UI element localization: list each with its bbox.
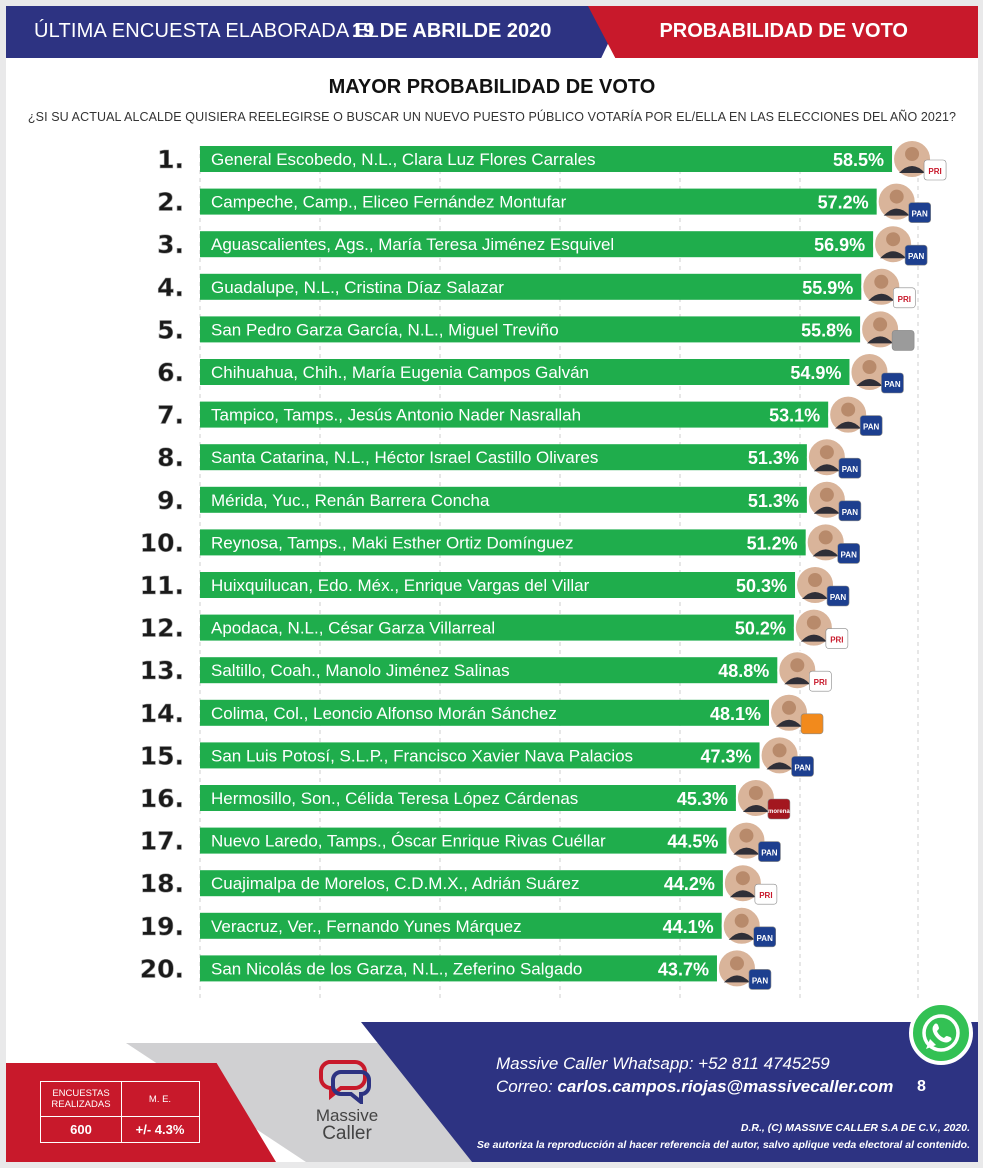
bar-label: Hermosillo, Son., Célida Teresa López Cárdenas — [211, 789, 579, 808]
bar-value-label: 50.2% — [734, 618, 786, 639]
avatar-face — [749, 786, 763, 800]
bar-value-label: 57.2% — [817, 192, 869, 213]
email-prefix: Correo: — [496, 1077, 558, 1096]
bar-value-label: 48.8% — [718, 661, 770, 682]
bar-label: Veracruz, Ver., Fernando Yunes Márquez — [211, 916, 522, 936]
header-section-title: PROBABILIDAD DE VOTO — [659, 20, 908, 42]
bar-value-label: 43.7% — [657, 959, 709, 980]
rank-number: 18. — [139, 869, 184, 899]
email-contact — [496, 1077, 893, 1097]
party-badge-text: PRI — [813, 678, 827, 688]
bar-label: San Pedro Garza García, N.L., Miguel Treviño — [211, 320, 559, 340]
party-badge-text: PRI — [897, 294, 911, 304]
whatsapp-icon[interactable] — [909, 1001, 973, 1065]
disclaimer-text: Se autoriza la reproducción al hacer referencia del autor, salvo aplique veda electoral al contenido. — [476, 1139, 970, 1151]
bar-label: San Nicolás de los Garza, N.L., Zeferino Salgado — [211, 959, 583, 979]
bar-label: General Escobedo, N.L., Clara Luz Flores Carrales — [211, 150, 596, 169]
avatar-face — [773, 743, 787, 757]
party-badge-text: PRI — [830, 635, 844, 645]
bar-label: Saltillo, Coah., Manolo Jiménez Salinas — [211, 661, 510, 681]
avatar-face — [862, 360, 876, 374]
bar-value-label: 51.3% — [747, 490, 799, 511]
rank-number: 6. — [157, 358, 184, 387]
bar-value-label: 58.5% — [833, 150, 885, 170]
party-badge-ind — [892, 330, 914, 350]
surveys-label: ENCUESTAS REALIZADAS — [51, 1088, 111, 1110]
margin-error-label: M. E. — [148, 1094, 172, 1105]
party-badge-text: PAN — [761, 848, 778, 858]
avatar-face — [890, 190, 904, 204]
avatar-face — [730, 956, 744, 970]
logo-text-line2: Caller — [322, 1123, 372, 1144]
rank-number: 8. — [157, 443, 184, 473]
party-badge-text: PAN — [756, 933, 773, 943]
bar-value-label: 53.1% — [769, 405, 821, 426]
avatar-face — [790, 658, 804, 672]
rank-number: 16. — [139, 784, 184, 813]
rank-number: 1. — [157, 145, 184, 174]
avatar-face — [841, 403, 855, 417]
rank-number: 2. — [157, 187, 184, 217]
margin-error-value: +/- 4.3% — [135, 1122, 185, 1137]
massive-caller-logo — [302, 1056, 392, 1156]
rank-number: 19. — [139, 911, 184, 941]
bar-value-label: 47.3% — [700, 746, 752, 767]
party-badge-text: PAN — [911, 209, 928, 219]
bar-label: Apodaca, N.L., César Garza Villarreal — [211, 618, 496, 638]
party-badge-text: PRI — [928, 167, 942, 176]
rank-number: 14. — [139, 698, 184, 728]
bar-label: Tampico, Tamps., Jesús Antonio Nader Nasrallah — [211, 405, 582, 425]
bar-value-label: 44.1% — [662, 916, 714, 937]
report-page — [6, 6, 978, 1162]
party-badge-text: PAN — [794, 763, 811, 773]
avatar-face — [808, 573, 822, 587]
header-prefix: ÚLTIMA ENCUESTA ELABORADA EL — [34, 20, 379, 42]
bar-value-label: 55.9% — [802, 277, 854, 298]
rank-number: 11. — [139, 571, 184, 600]
bar-label: Chihuahua, Chih., María Eugenia Campos Galván — [211, 363, 589, 382]
rank-number: 13. — [139, 656, 184, 686]
party-badge-text: PAN — [884, 380, 901, 389]
surveys-value: 600 — [70, 1122, 92, 1137]
chart-title: MAYOR PROBABILIDAD DE VOTO — [328, 76, 656, 98]
rank-number: 3. — [157, 230, 184, 260]
bar-value-label: 45.3% — [676, 789, 728, 809]
avatar-face — [736, 871, 750, 885]
page-number: 8 — [917, 1078, 926, 1095]
avatar-face — [735, 914, 749, 928]
copyright-text: D.R., (C) MASSIVE CALLER S.A DE C.V., 2020. — [740, 1122, 970, 1134]
whatsapp-contact: Massive Caller Whatsapp: +52 811 4745259 — [496, 1054, 830, 1073]
bar-label: Huixquilucan, Edo. Méx., Enrique Vargas del Villar — [211, 576, 590, 595]
logo-text-line1: Massive — [315, 1106, 379, 1125]
avatar-face — [820, 488, 834, 502]
party-badge-text: PAN — [840, 550, 857, 560]
rank-number: 4. — [157, 272, 184, 302]
bar-value-label: 50.3% — [736, 576, 788, 596]
avatar-face — [782, 701, 796, 715]
avatar-face — [819, 530, 833, 544]
rank-number: 17. — [139, 826, 184, 856]
bar-label: San Luis Potosí, S.L.P., Francisco Xavier Nava Palacios — [211, 746, 634, 766]
bar-value-label: 51.3% — [747, 448, 799, 469]
party-badge-text: PAN — [841, 465, 859, 475]
header-date: 19 DE ABRILDE 2020 — [352, 20, 552, 42]
party-badge-text: morena — [768, 809, 790, 815]
bar-value-label: 48.1% — [709, 703, 762, 724]
logo-mark-icon — [319, 1056, 375, 1104]
chart-subtitle: ¿SI SU ACTUAL ALCALDE QUISIERA REELEGIRSE O BUSCAR UN NUEVO PUESTO PÚBLICO VOTARÍA POR EL/ELLA EN LAS ELECCIONES DEL AÑO 2021? — [27, 110, 957, 124]
bar-label: Aguascalientes, Ags., María Teresa Jiménez Esquivel — [211, 235, 615, 255]
avatar-face — [820, 445, 834, 459]
party-badge-text: PAN — [907, 252, 925, 262]
avatar-face — [886, 232, 900, 246]
party-badge-text: PRI — [759, 891, 773, 901]
party-badge-text: PAN — [841, 507, 859, 517]
rank-number: 7. — [157, 400, 184, 430]
bar-value-label: 51.2% — [746, 533, 798, 554]
bar-label: Colima, Col., Leoncio Alfonso Morán Sánchez — [211, 703, 557, 723]
rank-number: 15. — [139, 741, 184, 771]
rank-number: 10. — [139, 528, 184, 558]
bar-label: Campeche, Camp., Eliceo Fernández Montufar — [211, 192, 567, 212]
ranking-bar-chart — [6, 6, 978, 1006]
party-badge-text: PAN — [829, 593, 847, 602]
avatar-face — [873, 317, 887, 331]
bar-label: Santa Catarina, N.L., Héctor Israel Castillo Olivares — [211, 448, 599, 468]
bar-value-label: 56.9% — [814, 235, 866, 256]
party-badge-mc — [801, 714, 823, 734]
avatar-face — [874, 275, 888, 289]
avatar-face — [807, 616, 821, 630]
email-address[interactable]: carlos.campos.riojas@massivecaller.com — [557, 1077, 894, 1096]
party-badge-text: PAN — [751, 976, 769, 986]
rank-number: 12. — [139, 613, 184, 643]
bar-value-label: 55.8% — [801, 320, 853, 341]
party-badge-text: PAN — [863, 422, 880, 432]
survey-stats-box — [40, 1081, 200, 1143]
bar-value-label: 44.2% — [663, 874, 715, 895]
bar-label: Mérida, Yuc., Renán Barrera Concha — [211, 490, 490, 510]
avatar-face — [905, 147, 919, 161]
avatar-face — [739, 829, 753, 843]
rank-number: 20. — [139, 954, 184, 984]
bar-value-label: 54.9% — [790, 363, 842, 383]
bar-label: Guadalupe, N.L., Cristina Díaz Salazar — [211, 277, 504, 297]
bar-label: Nuevo Laredo, Tamps., Óscar Enrique Rivas Cuéllar — [211, 831, 606, 851]
bar-label: Reynosa, Tamps., Maki Esther Ortiz Domínguez — [211, 533, 574, 553]
rank-number: 9. — [157, 485, 184, 515]
rank-number: 5. — [157, 315, 184, 345]
bar-label: Cuajimalpa de Morelos, C.D.M.X., Adrián Suárez — [211, 874, 580, 894]
bar-value-label: 44.5% — [667, 831, 719, 852]
